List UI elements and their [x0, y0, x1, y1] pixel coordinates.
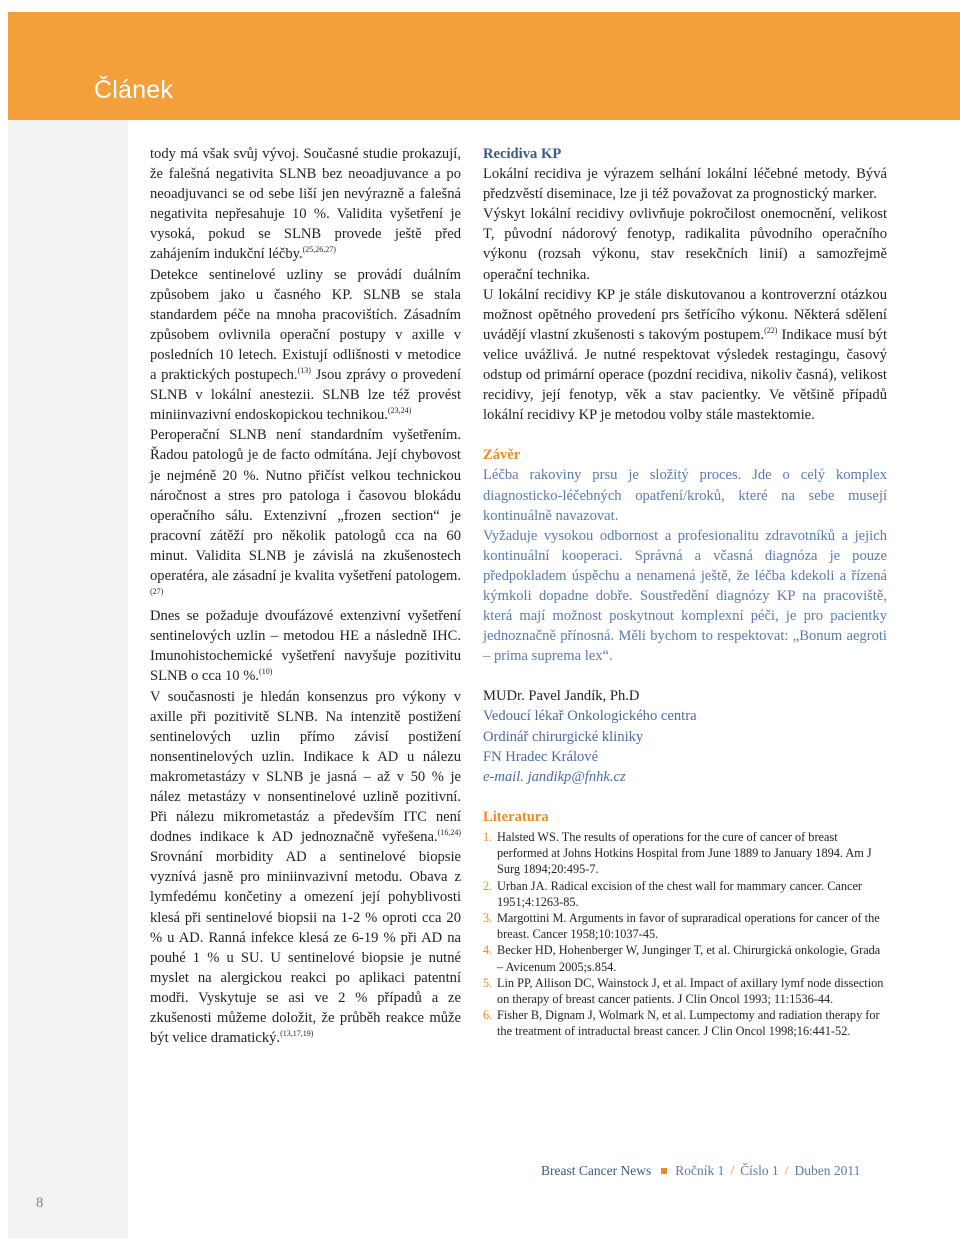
text: Dnes se požaduje dvoufázové extenzivní vyšetření sentinelových uzlin – metodou HE a následně IHC. Imunohistochemické vyšetření navyšuje pozitivitu SLNB o cca 10 %.: [150, 608, 461, 685]
heading-zaver: Závěr: [483, 447, 521, 464]
text: tody má však svůj vývoj. Současné studie prokazují, že falešná negativita SLNB bez neoadjuvance a po neoadjuvanci se od sebe liší jen nevýrazně a falešná negativita nepřesahuje 10 %. Validita vyšetření je vysoká, pokud se SLNB provede ještě před zahájením indukční léčby.: [150, 146, 461, 263]
citation: (22): [764, 325, 778, 335]
reference-list: [483, 829, 887, 1040]
citation: (16,24): [437, 828, 461, 838]
paragraph: [150, 144, 461, 265]
paragraph: [483, 285, 887, 426]
author-block: [483, 686, 887, 786]
section-title: Článek: [94, 76, 174, 104]
left-column: [150, 144, 461, 1048]
reference-number: 2.: [483, 878, 493, 893]
spacer: [483, 787, 887, 807]
text: Jsou zprávy o provedení SLNB v lokální anestezii. SLNB lze též provést miniinvazivní endoskopickou technikou.: [150, 367, 461, 424]
reference-text: Urban JA. Radical excision of the chest wall for mammary cancer. Cancer 1951;4:1263-85.: [497, 878, 863, 909]
author-email-link[interactable]: e-mail. jandikp@fnhk.cz: [483, 768, 626, 785]
citation: (13): [297, 366, 311, 376]
journal-name: Breast Cancer News: [541, 1163, 652, 1178]
citation: (13,17,19): [280, 1029, 314, 1039]
reference-number: 4.: [483, 943, 493, 958]
citation: (10): [259, 667, 273, 677]
reference-text: Fisher B, Dignam J, Wolmark N, et al. Lumpectomy and radiation therapy for the treatment of intraductal breast cancer. J Clin Oncol 1998;16:441-52.: [497, 1008, 880, 1039]
paragraph: [150, 687, 461, 1049]
reference-number: 5.: [483, 975, 493, 990]
separator: /: [784, 1163, 789, 1178]
reference-item: [483, 1007, 887, 1039]
citation: (25,26,27): [302, 245, 336, 255]
text: Srovnání morbidity AD a sentinelové biopsie vyznívá jasně pro miniinvazivní metodu. Obava z lymfedému končetiny a omezení její pohyblivosti klesá při sentinelové biopsii na 1-2 % oproti cca 20 % u AD. Ranná infekce klesá ze 6-19 % při AD na pouhé 1 % u SU. U sentinelové biopsie je nutné myslet na alergickou reakci po aplikaci patentní modři. Vyskytuje se asi ve 2 % případů a ze zkušenosti můžeme doložit, že průběh reakce může být velice dramatický.: [150, 849, 461, 1047]
author-hospital: FN Hradec Králové: [483, 748, 599, 765]
date: Duben 2011: [794, 1163, 861, 1178]
reference-item: [483, 829, 887, 878]
paragraph: [150, 606, 461, 686]
issue: Číslo 1: [740, 1163, 779, 1178]
paragraph: [150, 425, 461, 606]
page-number: 8: [36, 1195, 44, 1211]
paragraph: Léčba rakoviny prsu je složitý proces. Jde o celý komplex diagnosticko-léčebných opatření/kroků, které na sebe musejí kontinuálně navazovat.: [483, 467, 887, 524]
text: V současnosti je hledán konsenzus pro výkony v axille při pozitivitě SLNB. Na intenzitě postižení sentinelových uzlin přímo závisí postižení nonsentinelových uzlin. Indikace k AD u nálezu makrometastázy v SLNB je jasná – až v 50 % je nález metastázy v nonsentinelové uzlině pozitivní. Při nálezu mikrometastáz a především ITC není dodnes indikace k AD jednoznačně vyřešena.: [150, 688, 461, 846]
right-column: [483, 144, 887, 1040]
page-footer: [541, 1163, 860, 1179]
heading-recidiva: Recidiva KP: [483, 146, 562, 162]
volume: Ročník 1: [675, 1163, 725, 1178]
reference-item: [483, 910, 887, 942]
author-dept: Ordinář chirurgické kliniky: [483, 728, 644, 745]
reference-item: [483, 975, 887, 1007]
author-role: Vedoucí lékař Onkologického centra: [483, 708, 697, 725]
reference-text: Margottini M. Arguments in favor of supraradical operations for cancer of the breast. Cancer 1958;10:1037-45.: [497, 910, 880, 942]
separator: /: [730, 1163, 735, 1178]
reference-number: 3.: [483, 910, 493, 925]
paragraph: Lokální recidiva je výrazem selhání lokální léčebné metody. Bývá předzvěstí diseminace, lze ji též považovat za prognostický marker.: [483, 166, 887, 203]
citation: (27): [150, 587, 164, 597]
paragraph: Vyžaduje vysokou odbornost a profesionalitu zdravotníků a jejich kontinuální kooperaci. Správná a včasná diagnóza je pouze předpokladem úspěchu a nenamená ještě, že léčba kdekoli a řízená kýmkoli dopadne dobře. Soustředění diagnózy KP na pracoviště, která mají možnost poskytnout komplexní péči, je pro pacientky jednoznačně přínosná. Měli bychom to respektovat: „Bonum aegroti – prima suprema lex“.: [483, 527, 887, 665]
reference-number: 6.: [483, 1008, 493, 1023]
reference-item: [483, 878, 887, 910]
citation: (23,24): [387, 406, 412, 416]
text: Peroperační SLNB není standardním vyšetřením. Řadou patologů je de facto odmítána. Její chybovost je nejméně 20 %. Nutno přičíst velkou technickou náročnost a stres pro patologa i časovou blokádu operačního sálu. Extenzivní „frozen section“ je pracovní zátěží pro několik patologů cca na 60 minut. Validita SLNB je závislá na zkušenostech operatéra, ale zásadní je kvalita vyšetření patologem.: [150, 427, 461, 584]
paragraph: Výskyt lokální recidivy ovlivňuje pokročilost onemocnění, velikost T, původní nádorový fenotyp, radikalita původního operačního výkonu (rozsah výkonu, stav resekčních linií) a samozřejmě operační technika.: [483, 206, 887, 283]
square-bullet-icon: [661, 1168, 667, 1174]
reference-text: Becker HD, Hohenberger W, Junginger T, et al. Chirurgická onkologie, Grada – Avicenum 2005;s.854.: [497, 943, 881, 974]
author-name: MUDr. Pavel Jandík, Ph.D: [483, 688, 640, 705]
text: Detekce sentinelové uzliny se provádí duálním způsobem jako u časného KP. SLNB se stala standardem péče na mnoha pracovištích. Zásadním způsobem ovlivnila operační postupy v axille v posledních 10 letech. Existují odlišnosti v metodice a praktických postupech.: [150, 266, 461, 384]
spacer: [483, 425, 887, 445]
reference-text: Lin PP, Allison DC, Wainstock J, et al. Impact of axillary lymf node dissection on therapy of breast cancer patients. J Clin Oncol 1993; 11:1536-44.: [497, 975, 884, 1006]
reference-number: 1.: [483, 829, 493, 844]
heading-literatura: Literatura: [483, 808, 549, 825]
text: Indikace musí být velice uvážlivá. Je nutné respektovat výsledek restagingu, časový odstup od primární operace (pozdní recidiva, nikoliv časná), velikost recidivy, její fenotyp, věk a stav pacientky. Ve většině případů lokální recidivy KP je metodou volby stále mastektomie.: [483, 326, 887, 424]
spacer: [483, 666, 887, 686]
text: U lokální recidivy KP je stále diskutovanou a kontroverzní otázkou možnost opětného provedení prs šetřícího výkonu. Některá sdělení uvádějí vlastní zkušenosti s takovým postupem.: [483, 286, 887, 343]
reference-text: Halsted WS. The results of operations for the cure of cancer of breast performed at Johns Hotkins Hospital from June 1889 to January 1894. Am J Surg 1894;20:495-7.: [497, 829, 872, 877]
reference-item: [483, 942, 887, 974]
paragraph: [150, 265, 461, 426]
